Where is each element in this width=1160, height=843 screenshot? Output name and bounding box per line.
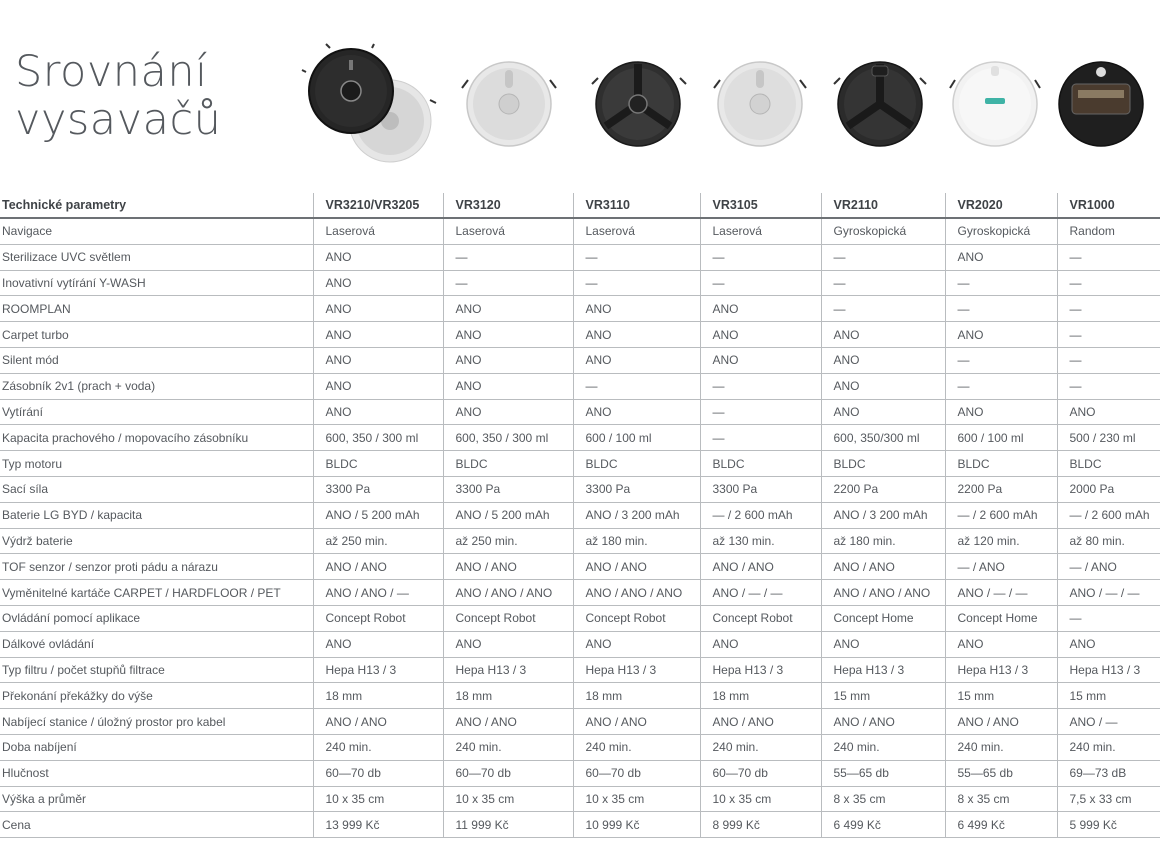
parameter-label: Překonání překážky do výše (0, 683, 313, 709)
table-cell: 240 min. (1057, 734, 1160, 760)
table-cell: Concept Robot (700, 605, 821, 631)
table-cell: 18 mm (573, 683, 700, 709)
table-cell: ANO / 5 200 mAh (313, 502, 443, 528)
table-cell: 18 mm (700, 683, 821, 709)
table-header-row (0, 193, 1160, 218)
parameter-label: Typ motoru (0, 451, 313, 477)
robot-pair-black-white-icon (302, 44, 436, 162)
table-cell: ANO (313, 631, 443, 657)
table-cell: — (700, 270, 821, 296)
column-header-model: VR2020 (945, 193, 1057, 218)
table-cell: ANO / ANO (443, 554, 573, 580)
title-line-2: vysavačů (15, 95, 222, 145)
table-row (0, 605, 1160, 631)
table-cell: — (945, 296, 1057, 322)
table-cell: ANO / ANO / ANO (821, 580, 945, 606)
column-header-model: VR3210/VR3205 (313, 193, 443, 218)
table-cell: Laserová (573, 218, 700, 244)
table-cell: ANO (945, 322, 1057, 348)
table-cell: 15 mm (945, 683, 1057, 709)
table-cell: 8 x 35 cm (821, 786, 945, 812)
table-cell: ANO (821, 347, 945, 373)
table-row (0, 760, 1160, 786)
parameter-label: Dálkové ovládání (0, 631, 313, 657)
table-cell: ANO / ANO (700, 554, 821, 580)
table-cell: ANO / ANO (821, 554, 945, 580)
table-cell: ANO (945, 399, 1057, 425)
table-cell: až 120 min. (945, 528, 1057, 554)
table-row (0, 322, 1160, 348)
table-cell: 240 min. (313, 734, 443, 760)
table-cell: BLDC (313, 451, 443, 477)
table-cell: ANO / ANO (573, 709, 700, 735)
table-cell: 240 min. (573, 734, 700, 760)
table-cell: — (573, 244, 700, 270)
table-cell: 10 x 35 cm (313, 786, 443, 812)
parameter-label: Sterilizace UVC světlem (0, 244, 313, 270)
robot-white-teal-icon (950, 62, 1040, 146)
table-cell: 240 min. (700, 734, 821, 760)
table-cell: 15 mm (821, 683, 945, 709)
table-cell: 240 min. (945, 734, 1057, 760)
spec-table (0, 193, 1160, 838)
table-cell: 11 999 Kč (443, 812, 573, 838)
parameter-label: Ovládání pomocí aplikace (0, 605, 313, 631)
table-cell: Laserová (700, 218, 821, 244)
table-row (0, 296, 1160, 322)
table-cell: — (700, 425, 821, 451)
table-cell: ANO (313, 347, 443, 373)
parameter-label: Výdrž baterie (0, 528, 313, 554)
table-cell: 55—65 db (821, 760, 945, 786)
table-cell: — (945, 347, 1057, 373)
table-cell: 600 / 100 ml (573, 425, 700, 451)
table-cell: 60—70 db (573, 760, 700, 786)
table-cell: 6 499 Kč (821, 812, 945, 838)
table-cell: ANO / ANO / ANO (573, 580, 700, 606)
table-cell: ANO (700, 631, 821, 657)
table-cell: — / 2 600 mAh (1057, 502, 1160, 528)
table-cell: ANO / ANO (313, 709, 443, 735)
parameter-label: Vytírání (0, 399, 313, 425)
table-cell: ANO (573, 631, 700, 657)
table-cell: ANO / 3 200 mAh (573, 502, 700, 528)
table-cell: — (700, 244, 821, 270)
table-cell: ANO (443, 322, 573, 348)
table-cell: ANO (443, 373, 573, 399)
title-line-1: Srovnání (15, 47, 208, 97)
table-row (0, 270, 1160, 296)
parameter-label: Inovativní vytírání Y-WASH (0, 270, 313, 296)
table-cell: ANO (443, 296, 573, 322)
table-cell: — (1057, 270, 1160, 296)
table-cell: až 250 min. (313, 528, 443, 554)
table-cell: — (573, 373, 700, 399)
table-row (0, 786, 1160, 812)
table-cell: Hepa H13 / 3 (313, 657, 443, 683)
table-cell: ANO / 3 200 mAh (821, 502, 945, 528)
table-cell: — (945, 373, 1057, 399)
table-row (0, 399, 1160, 425)
table-cell: BLDC (1057, 451, 1160, 477)
table-cell: ANO / 5 200 mAh (443, 502, 573, 528)
column-header-model: VR2110 (821, 193, 945, 218)
parameter-label: Carpet turbo (0, 322, 313, 348)
table-cell: — (821, 244, 945, 270)
table-cell: ANO (573, 347, 700, 373)
table-cell: 18 mm (443, 683, 573, 709)
table-cell: BLDC (443, 451, 573, 477)
table-cell: — (700, 399, 821, 425)
table-cell: ANO (1057, 399, 1160, 425)
table-row (0, 502, 1160, 528)
table-cell: — (1057, 605, 1160, 631)
parameter-label: Výška a průměr (0, 786, 313, 812)
table-body (0, 218, 1160, 838)
table-cell: Gyroskopická (945, 218, 1057, 244)
table-cell: 18 mm (313, 683, 443, 709)
table-cell: — (1057, 296, 1160, 322)
table-cell: Laserová (443, 218, 573, 244)
table-cell: 2000 Pa (1057, 476, 1160, 502)
table-row (0, 244, 1160, 270)
table-cell: ANO (573, 322, 700, 348)
parameter-label: Cena (0, 812, 313, 838)
table-cell: Hepa H13 / 3 (821, 657, 945, 683)
table-cell: — / 2 600 mAh (700, 502, 821, 528)
parameter-label: Nabíjecí stanice / úložný prostor pro kabel (0, 709, 313, 735)
robot-white-icon (462, 62, 556, 146)
table-cell: BLDC (821, 451, 945, 477)
table-cell: ANO (573, 399, 700, 425)
table-cell: — (573, 270, 700, 296)
parameter-label: Sací síla (0, 476, 313, 502)
table-cell: ANO / ANO (945, 709, 1057, 735)
table-cell: ANO (700, 296, 821, 322)
table-cell: 7,5 x 33 cm (1057, 786, 1160, 812)
table-cell: — (1057, 373, 1160, 399)
table-cell: ANO / — / — (1057, 580, 1160, 606)
table-cell: ANO / ANO (821, 709, 945, 735)
table-row (0, 218, 1160, 244)
table-cell: ANO / ANO / — (313, 580, 443, 606)
table-cell: 60—70 db (443, 760, 573, 786)
table-cell: ANO (313, 296, 443, 322)
table-cell: ANO (945, 244, 1057, 270)
table-cell: — / 2 600 mAh (945, 502, 1057, 528)
parameter-label: TOF senzor / senzor proti pádu a nárazu (0, 554, 313, 580)
table-cell: až 180 min. (821, 528, 945, 554)
table-cell: ANO (700, 347, 821, 373)
table-cell: 3300 Pa (443, 476, 573, 502)
table-cell: až 250 min. (443, 528, 573, 554)
table-cell: 2200 Pa (945, 476, 1057, 502)
table-cell: Gyroskopická (821, 218, 945, 244)
table-cell: ANO (313, 373, 443, 399)
table-row (0, 476, 1160, 502)
table-cell: 240 min. (443, 734, 573, 760)
table-row (0, 657, 1160, 683)
table-cell: 600 / 100 ml (945, 425, 1057, 451)
table-cell: — (700, 373, 821, 399)
table-cell: 2200 Pa (821, 476, 945, 502)
column-header-model: VR3105 (700, 193, 821, 218)
table-cell: 3300 Pa (313, 476, 443, 502)
parameter-label: Doba nabíjení (0, 734, 313, 760)
table-cell: Hepa H13 / 3 (573, 657, 700, 683)
robot-black-square-icon (1059, 62, 1143, 146)
table-cell: — (443, 270, 573, 296)
table-row (0, 709, 1160, 735)
table-cell: 8 999 Kč (700, 812, 821, 838)
table-cell: ANO (443, 347, 573, 373)
table-cell: Concept Home (821, 605, 945, 631)
table-cell: Concept Home (945, 605, 1057, 631)
table-row (0, 631, 1160, 657)
table-cell: 10 x 35 cm (443, 786, 573, 812)
table-cell: Laserová (313, 218, 443, 244)
table-cell: až 130 min. (700, 528, 821, 554)
table-cell: Hepa H13 / 3 (1057, 657, 1160, 683)
table-cell: — (1057, 322, 1160, 348)
table-cell: ANO (821, 399, 945, 425)
table-cell: 3300 Pa (700, 476, 821, 502)
table-cell: ANO (313, 322, 443, 348)
table-cell: Hepa H13 / 3 (700, 657, 821, 683)
column-header-model: VR3110 (573, 193, 700, 218)
column-header-model: VR3120 (443, 193, 573, 218)
table-cell: ANO (573, 296, 700, 322)
table-row (0, 528, 1160, 554)
table-cell: — (821, 296, 945, 322)
table-cell: — (1057, 347, 1160, 373)
table-cell: BLDC (945, 451, 1057, 477)
table-row (0, 812, 1160, 838)
table-cell: 10 x 35 cm (573, 786, 700, 812)
table-cell: ANO / — / — (700, 580, 821, 606)
parameter-label: Baterie LG BYD / kapacita (0, 502, 313, 528)
table-cell: — (443, 244, 573, 270)
parameter-label: Vyměnitelné kartáče CARPET / HARDFLOOR / PET (0, 580, 313, 606)
parameter-label: Kapacita prachového / mopovacího zásobníku (0, 425, 313, 451)
table-cell: ANO (821, 322, 945, 348)
table-cell: ANO / ANO (700, 709, 821, 735)
table-cell: 10 x 35 cm (700, 786, 821, 812)
table-cell: 60—70 db (313, 760, 443, 786)
table-cell: až 180 min. (573, 528, 700, 554)
table-cell: 55—65 db (945, 760, 1057, 786)
table-cell: ANO (1057, 631, 1160, 657)
table-cell: Concept Robot (313, 605, 443, 631)
table-cell: 600, 350 / 300 ml (443, 425, 573, 451)
table-row (0, 554, 1160, 580)
table-cell: Hepa H13 / 3 (945, 657, 1057, 683)
table-cell: 10 999 Kč (573, 812, 700, 838)
table-cell: 600, 350 / 300 ml (313, 425, 443, 451)
table-row (0, 451, 1160, 477)
table-cell: ANO / ANO (443, 709, 573, 735)
table-cell: ANO / — / — (945, 580, 1057, 606)
column-header-parameters: Technické parametry (0, 193, 313, 218)
robot-black-y-icon (834, 62, 926, 146)
table-cell: ANO / ANO (313, 554, 443, 580)
robot-black-y-icon (592, 62, 686, 146)
table-cell: — (945, 270, 1057, 296)
table-cell: ANO (821, 631, 945, 657)
table-cell: 5 999 Kč (1057, 812, 1160, 838)
table-row (0, 734, 1160, 760)
parameter-label: ROOMPLAN (0, 296, 313, 322)
table-cell: Concept Robot (443, 605, 573, 631)
table-row (0, 683, 1160, 709)
table-cell: ANO (313, 399, 443, 425)
table-cell: 60—70 db (700, 760, 821, 786)
table-cell: ANO / ANO (573, 554, 700, 580)
table-cell: ANO / ANO / ANO (443, 580, 573, 606)
table-cell: ANO (443, 399, 573, 425)
table-row (0, 347, 1160, 373)
table-cell: 500 / 230 ml (1057, 425, 1160, 451)
table-cell: — (821, 270, 945, 296)
parameter-label: Hlučnost (0, 760, 313, 786)
table-cell: Concept Robot (573, 605, 700, 631)
table-cell: — / ANO (945, 554, 1057, 580)
table-cell: 13 999 Kč (313, 812, 443, 838)
parameter-label: Navigace (0, 218, 313, 244)
table-cell: ANO (945, 631, 1057, 657)
table-cell: 6 499 Kč (945, 812, 1057, 838)
table-cell: ANO (443, 631, 573, 657)
table-cell: — / ANO (1057, 554, 1160, 580)
table-cell: Hepa H13 / 3 (443, 657, 573, 683)
table-row (0, 580, 1160, 606)
table-cell: ANO (821, 373, 945, 399)
column-header-model: VR1000 (1057, 193, 1160, 218)
table-cell: BLDC (573, 451, 700, 477)
parameter-label: Silent mód (0, 347, 313, 373)
parameter-label: Zásobník 2v1 (prach + voda) (0, 373, 313, 399)
table-cell: ANO (313, 244, 443, 270)
table-cell: až 80 min. (1057, 528, 1160, 554)
table-cell: — (1057, 244, 1160, 270)
robot-white-icon (714, 62, 806, 146)
table-cell: ANO (700, 322, 821, 348)
table-cell: 240 min. (821, 734, 945, 760)
robot-images (0, 0, 1160, 180)
table-cell: BLDC (700, 451, 821, 477)
table-cell: 600, 350/300 ml (821, 425, 945, 451)
table-cell: ANO (313, 270, 443, 296)
table-cell: 15 mm (1057, 683, 1160, 709)
table-cell: ANO / — (1057, 709, 1160, 735)
parameter-label: Typ filtru / počet stupňů filtrace (0, 657, 313, 683)
table-cell: 8 x 35 cm (945, 786, 1057, 812)
table-row (0, 425, 1160, 451)
table-cell: Random (1057, 218, 1160, 244)
table-row (0, 373, 1160, 399)
table-cell: 3300 Pa (573, 476, 700, 502)
table-cell: 69—73 dB (1057, 760, 1160, 786)
